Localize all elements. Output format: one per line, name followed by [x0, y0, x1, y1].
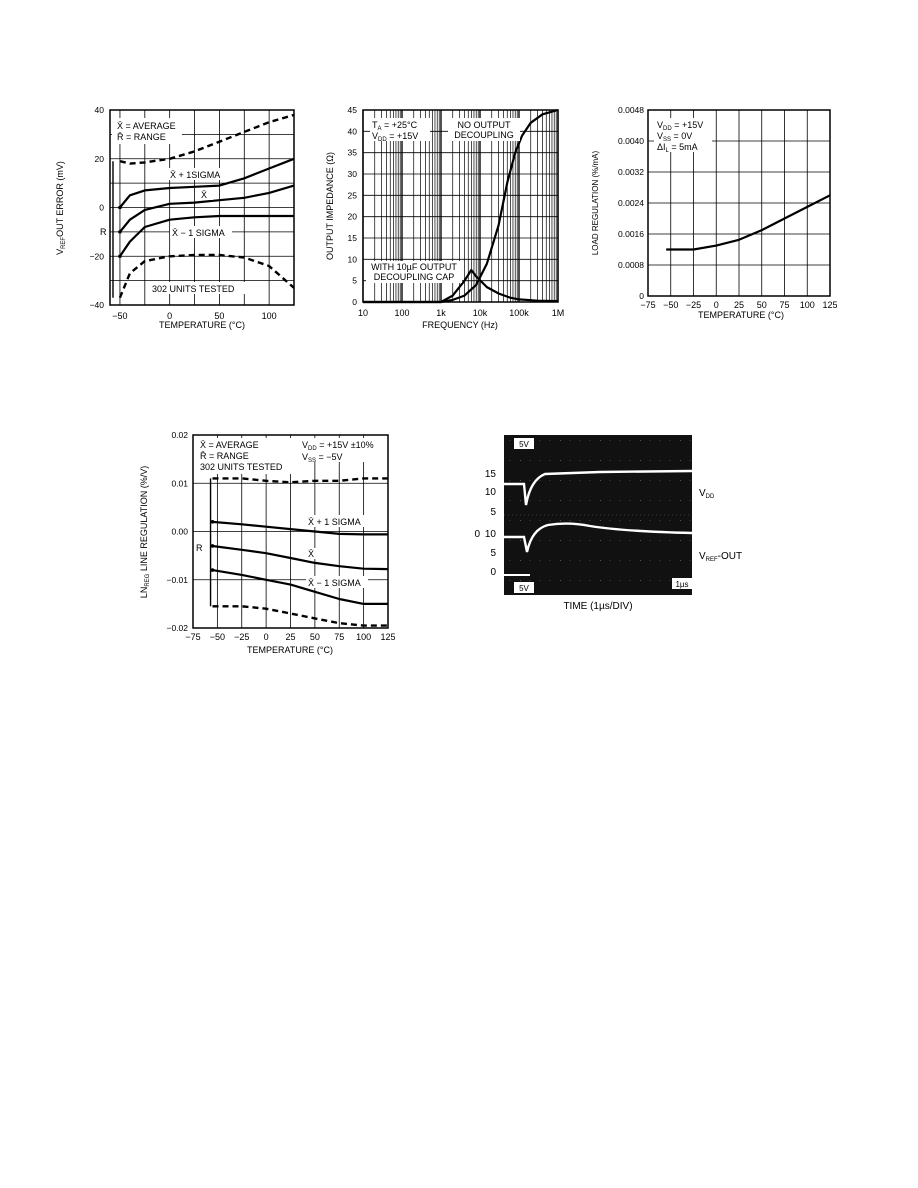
x-tick-label: 100	[261, 311, 277, 321]
y-tick-label: 0.0032	[618, 167, 644, 177]
chart4-cond-1: $V_{SS} = -5V$	[302, 452, 343, 464]
series-line-4	[213, 478, 389, 482]
chart2-annot-top-1: DECOUPLING	[454, 130, 514, 140]
chart4-legend-2: 302 UNITS TESTED	[200, 462, 283, 472]
y-tick-label: 0.0024	[618, 198, 644, 208]
y-tick-label: 35	[347, 147, 357, 158]
scope-label-vref: $V_{REF}$-OUT	[699, 551, 743, 563]
chart3-cond-2: $\Delta I_L = 5mA$	[657, 142, 698, 154]
y-tick-label: −0.02	[166, 623, 188, 633]
y-tick-label: 15	[347, 233, 357, 243]
x-tick-label: 1k	[436, 308, 446, 318]
chart3-ylabel: LOAD REGULATION (%/mA)	[591, 150, 600, 256]
series-start-point	[118, 254, 122, 258]
y-tick-label: −0.01	[166, 574, 188, 585]
y-tick-label: 45	[347, 105, 357, 115]
x-tick-label: −25	[234, 632, 250, 642]
y-tick-label: 0.0016	[618, 229, 644, 239]
scope-label-vdd: $V_{DD}$	[699, 488, 715, 500]
y-tick-label: −20	[89, 251, 104, 262]
x-tick-label: 25	[733, 300, 745, 310]
y-tick-label: 40	[94, 105, 104, 115]
series-start-point	[118, 230, 122, 234]
y-tick-label: 25	[347, 190, 357, 201]
x-tick-label: 50	[756, 300, 767, 310]
chart-vref-error	[55, 105, 294, 330]
chart4-side-label: R	[196, 543, 203, 553]
y-tick-label: 40	[347, 126, 357, 137]
x-tick-label: 0	[167, 311, 173, 321]
x-tick-label: 75	[334, 632, 345, 642]
x-tick-label: 25	[285, 632, 296, 642]
x-tick-label: −75	[640, 300, 656, 310]
chart4-series	[211, 478, 388, 625]
y-tick-label: 20	[94, 153, 104, 164]
scope-badge-bottom-right-text: 1µs	[675, 580, 689, 589]
chart3-series	[666, 195, 830, 249]
x-tick-label: −50	[112, 311, 128, 321]
chart1-footer: 302 UNITS TESTED	[152, 284, 235, 294]
scope-tick-label: 10	[484, 529, 496, 540]
x-tick-label: 125	[822, 300, 838, 310]
chart2-annot-top-0: NO OUTPUT	[457, 120, 511, 130]
chart3-cond-1: $V_{SS} = 0V$	[657, 131, 693, 143]
y-tick-label: 0.00	[171, 526, 188, 537]
chart4-cond-0: $V_{DD} = +15V \pm 10\%$	[302, 440, 374, 452]
chart1-label-minus-sigma: X̄ − 1 SIGMA	[172, 228, 225, 238]
y-tick-label: 0.01	[171, 478, 188, 489]
chart2-ylabel: OUTPUT IMPEDANCE (Ω)	[325, 151, 335, 261]
x-tick-label: 0	[713, 300, 719, 310]
chart4-legend-0: X̄ = AVERAGE	[200, 440, 259, 450]
x-tick-label: −50	[209, 632, 226, 642]
scope-tick-label: 15	[484, 469, 496, 480]
y-tick-label: 10	[347, 254, 357, 265]
x-tick-label: −25	[685, 300, 702, 310]
chart1-legend-average: X̄ = AVERAGE	[117, 121, 176, 131]
x-tick-label: 50	[214, 311, 225, 321]
chart3-cond-0: $V_{DD} = +15V$	[657, 120, 704, 132]
x-tick-label: −75	[185, 632, 201, 642]
x-tick-label: 100	[394, 308, 410, 318]
scope-tick-label: 5	[490, 548, 496, 559]
scope-ticks	[474, 469, 496, 578]
scope-tick-label: 0	[474, 529, 480, 540]
x-tick-label: 125	[380, 632, 396, 642]
y-tick-label: 30	[347, 169, 357, 179]
chart4-label-average: X̄	[308, 549, 315, 559]
chart-load-regulation	[591, 105, 838, 320]
y-tick-label: 5	[352, 275, 357, 286]
x-tick-label: 0	[263, 632, 269, 642]
chart-line-regulation	[139, 430, 396, 655]
x-tick-label: 75	[779, 300, 790, 310]
scope-tick-label: 5	[490, 507, 496, 518]
chart2-annot-bottom-1: DECOUPLING CAP	[373, 272, 455, 282]
series-line-5	[213, 606, 389, 625]
series-line-2	[213, 546, 389, 569]
x-tick-label: 50	[309, 632, 320, 642]
chart-output-impedance	[325, 105, 564, 330]
scope-tick-label: 0	[490, 567, 496, 578]
chart1-label-plus-sigma: X̄ + 1SIGMA	[170, 170, 221, 180]
chart1-label-average: X̄	[201, 190, 208, 200]
x-tick-label: 10	[357, 308, 369, 318]
chart1-legend-range: R̄ = RANGE	[117, 132, 166, 142]
x-tick-label: 100	[799, 300, 815, 310]
scope-badge-bottom-left-text: 5V	[519, 584, 529, 593]
chart4-legend-1: R̄ = RANGE	[200, 451, 249, 461]
chart2-annot-bottom-0: WITH 10µF OUTPUT	[371, 262, 457, 272]
chart1-side-label: R	[100, 227, 107, 237]
x-tick-label: 1M	[551, 308, 565, 318]
chart4-ylabel: $LN_{REG}$ LINE REGULATION (%/V)	[139, 465, 151, 599]
chart1-xlabel: TEMPERATURE (°C)	[159, 320, 245, 330]
x-tick-label: 10k	[472, 308, 488, 318]
y-tick-label: −40	[89, 300, 104, 310]
y-tick-label: 0	[99, 202, 104, 213]
chart4-label-plus-sigma: X̄ + 1 SIGMA	[308, 517, 361, 527]
y-tick-label: 0.02	[171, 430, 188, 440]
scope-badge-top-text: 5V	[519, 440, 529, 449]
chart2-cond-0: $T_A = +25^\circ C$	[372, 120, 418, 132]
y-tick-label: 0.0048	[618, 105, 644, 115]
x-tick-label: 100k	[509, 308, 529, 318]
series-line-1	[666, 195, 830, 249]
chart4-xlabel: TEMPERATURE (°C)	[247, 645, 333, 655]
y-tick-label: 0	[639, 291, 644, 301]
x-tick-label: −50	[663, 300, 679, 310]
chart1-ylabel: $V_{REF}OUT$ ERROR (mV)	[55, 161, 67, 255]
chart4-label-minus-sigma: X̄ − 1 SIGMA	[308, 578, 361, 588]
series-start-point	[118, 206, 122, 210]
x-tick-label: 100	[356, 632, 372, 642]
chart3-xlabel: TEMPERATURE (°C)	[698, 310, 784, 320]
chart2-cond-1: $V_{DD} = +15V$	[372, 131, 419, 143]
chart-turn-on-scope	[474, 435, 742, 612]
scope-xlabel: TIME (1µs/DIV)	[563, 601, 633, 612]
y-tick-label: 20	[347, 211, 357, 222]
chart2-xlabel: FREQUENCY (Hz)	[422, 320, 498, 330]
y-tick-label: 0.0040	[618, 136, 644, 146]
scope-tick-label: 10	[484, 487, 496, 498]
y-tick-label: 0.0008	[618, 260, 644, 270]
y-tick-label: 0	[352, 297, 357, 307]
